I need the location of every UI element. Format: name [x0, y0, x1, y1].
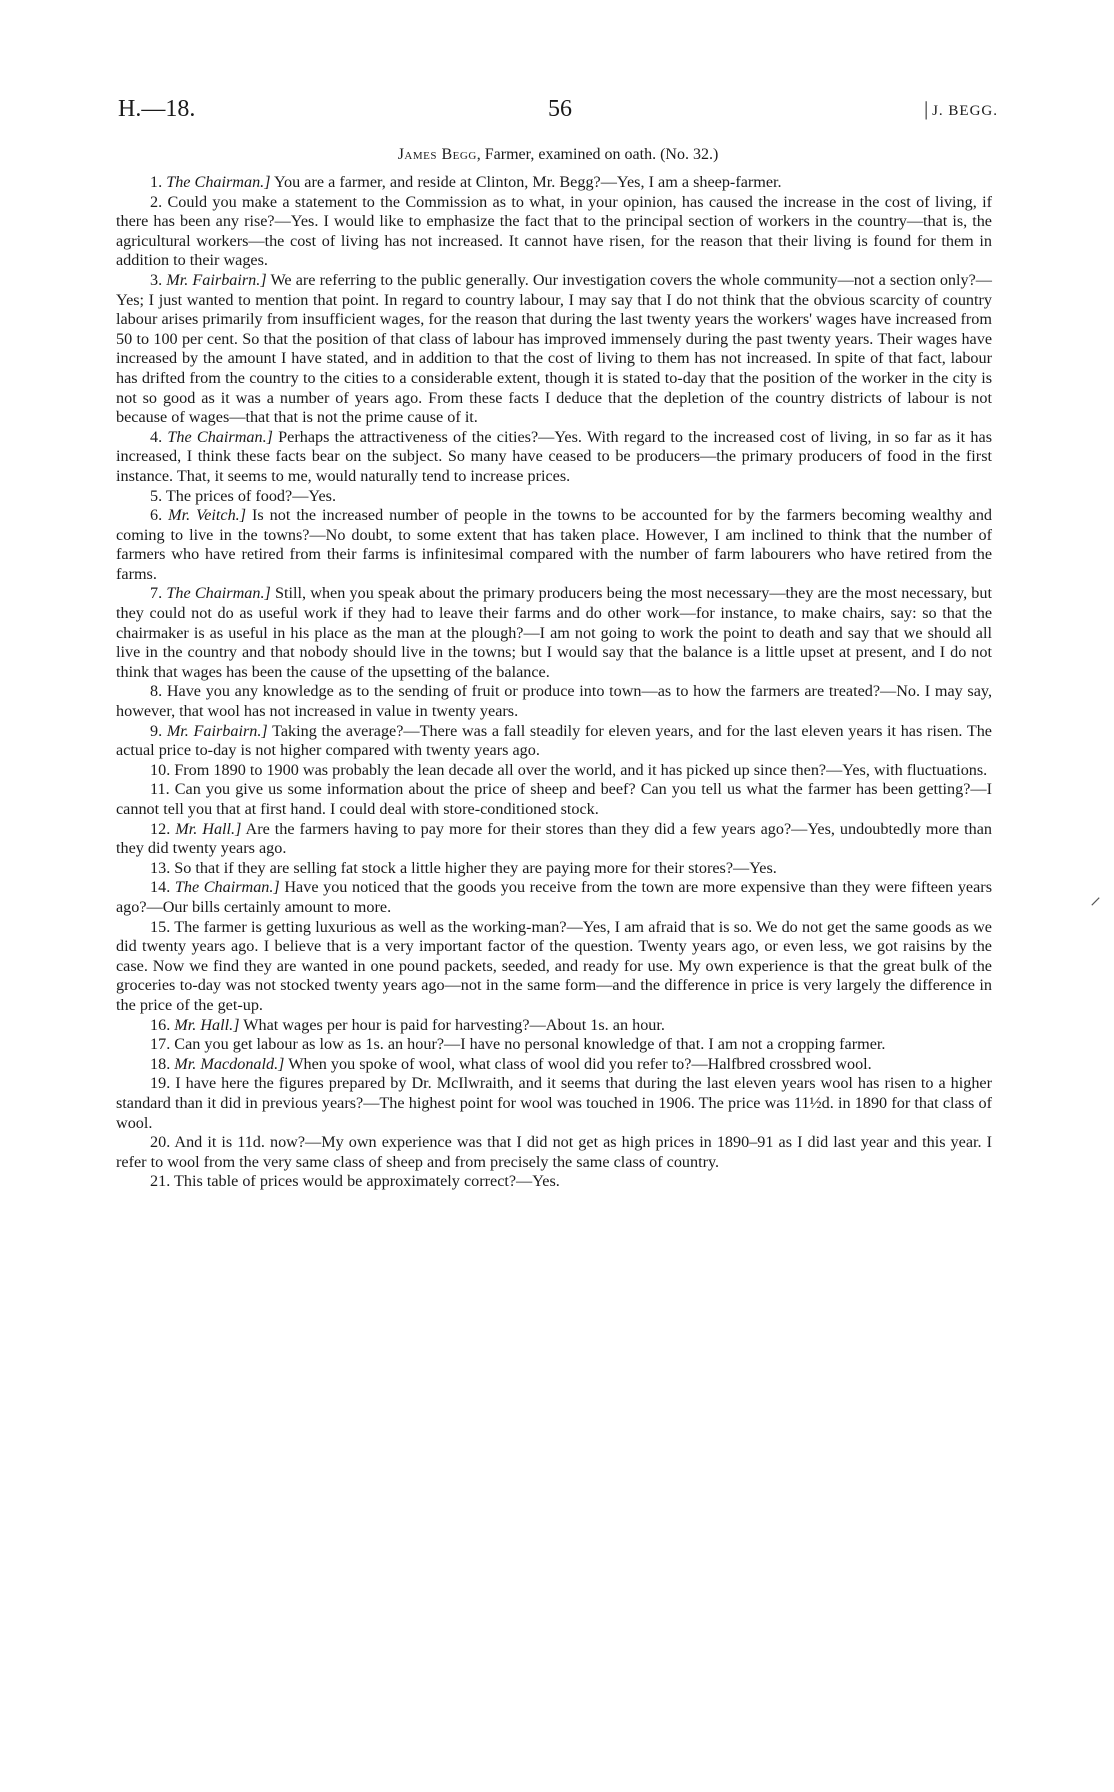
question-number: 4.: [150, 427, 163, 446]
question-number: 15.: [150, 917, 171, 936]
question-15: [116, 918, 992, 1016]
speaker: Mr. Fairbairn.]: [166, 270, 267, 289]
question-13: [116, 859, 992, 879]
question-17: [116, 1035, 992, 1055]
question-8: [116, 682, 992, 721]
question-6: [116, 506, 992, 584]
question-1: [116, 173, 992, 193]
question-text: This table of prices would be approximately correct?—Yes.: [174, 1172, 560, 1191]
question-text: Could you make a statement to the Commission as to what, in your opinion, has caused the increase in the cost of living, if there has been any rise?—Yes. I would like to emphasize the fact that to the principal section of workers in the country—that is, the agricultural workers—the cost of living has not increased. It cannot have risen, for the reason that their living is found for them in addition to their wages.: [116, 192, 993, 270]
question-number: 10.: [150, 760, 171, 779]
question-number: 16.: [150, 1015, 171, 1034]
question-number: 18.: [150, 1054, 171, 1073]
running-head-witness: | J. BEGG.: [924, 98, 998, 121]
question-number: 11.: [150, 780, 170, 799]
question-7: [116, 584, 992, 682]
question-5: [116, 487, 992, 507]
question-number: 9.: [150, 721, 163, 740]
witness-name: James Begg: [397, 146, 477, 163]
question-number: 21.: [150, 1172, 171, 1191]
question-text: And it is 11d. now?—My own experience was that I did not get as high prices in 1890–91 as I did last year and this year. I refer to wool from the very same class of sheep and from precisely the same class of country.: [116, 1133, 992, 1171]
question-number: 1.: [150, 173, 163, 191]
question-number: 19.: [150, 1074, 171, 1093]
speaker: Mr. Hall.]: [175, 819, 242, 838]
question-3: [116, 271, 992, 428]
speaker: The Chairman.]: [166, 584, 271, 603]
question-4: [116, 428, 992, 487]
question-number: 13.: [150, 858, 171, 877]
question-text: Can you give us some information about the price of sheep and beef? Can you tell us what the farmer has been getting?—I cannot tell you that at first hand. I could deal with store-conditioned stock.: [116, 780, 993, 818]
question-text: When you spoke of wool, what class of wool did you refer to?—Halfbred crossbred wool.: [284, 1054, 872, 1073]
speaker: Mr. Fairbairn.]: [166, 721, 268, 740]
question-11: [116, 780, 992, 819]
speaker: Mr. Veitch.]: [168, 506, 247, 525]
question-21: [116, 1172, 992, 1192]
question-number: 8.: [150, 682, 163, 701]
question-text: Perhaps the attractiveness of the cities?—Yes. With regard to the increased cost of living, in so far as it has increased, I think these facts bear on the subject. So many have ceased to be producers—the primary producers of food in the first instance. That, it seems to me, would naturally tend to increase prices.: [116, 427, 992, 485]
question-12: [116, 820, 992, 859]
page-number: 56: [548, 96, 572, 122]
margin-scan-mark: ⸍: [1090, 893, 1102, 918]
question-text: Can you get labour as low as 1s. an hour?—I have no personal knowledge of that. I am not a cropping farmer.: [174, 1035, 886, 1054]
question-text: Have you noticed that the goods you receive from the town are more expensive than they were fifteen years ago?—Our bills certainly amount to more.: [116, 878, 992, 916]
question-text: Have you any knowledge as to the sending of fruit or produce into town—as to how the farmers are treated?—No. I may say, however, that wool has not increased in value in twenty years.: [116, 682, 993, 721]
question-number: 3.: [150, 270, 163, 289]
paper-reference: H.—18.: [118, 96, 196, 122]
question-10: [116, 761, 992, 781]
question-2: [116, 193, 992, 271]
question-text: Taking the average?—There was a fall steadily for eleven years, and for the last eleven years it has risen. The actual price to-day is not higher compared with twenty years ago.: [116, 721, 992, 760]
page-header: [118, 96, 998, 136]
question-text: So that if they are selling fat stock a little higher they are paying more for their stores?—Yes.: [174, 858, 777, 877]
question-9: [116, 722, 992, 761]
question-number: 12.: [150, 819, 171, 838]
question-20: [116, 1133, 992, 1172]
speaker: Mr. Hall.]: [174, 1015, 240, 1034]
question-number: 2.: [150, 192, 163, 211]
question-number: 5.: [150, 486, 163, 505]
question-number: 14.: [150, 878, 171, 897]
question-14: [116, 878, 992, 917]
question-number: 17.: [150, 1035, 171, 1054]
question-number: 7.: [150, 584, 163, 603]
witness-description: , Farmer, examined on oath. (No. 32.): [476, 146, 719, 163]
question-text: Is not the increased number of people in the towns to be accounted for by the farmers becoming wealthy and coming to live in the towns?—No doubt, to some extent that has taken place. However, I am inclined to think that the number of farmers who have retired from their farms is infinitesimal compared with the number of farm labourers who have retired from the farms.: [116, 506, 993, 583]
question-18: [116, 1055, 992, 1075]
question-text: The prices of food?—Yes.: [165, 486, 336, 505]
question-text: I have here the figures prepared by Dr. McIlwraith, and it seems that during the last eleven years wool has risen to a higher standard than it did in previous years?—The highest point for wool was touched in 1906. The price was 11½d. in 1890 for that class of wool.: [116, 1074, 993, 1132]
question-text: What wages per hour is paid for harvesting?—About 1s. an hour.: [239, 1015, 665, 1034]
question-number: 20.: [150, 1133, 171, 1152]
question-text: We are referring to the public generally. Our investigation covers the whole community—not a section only?—Yes; I just wanted to mention that point. In regard to country labour, I may say that I do not think that the obvious scarcity of country labour arises primarily from insufficient wages, for the reason that during the last twenty years the workers' wages have increased from 50 to 100 per cent. So that the position of that class of labour has improved immensely during the past twenty years. Their wages have increased by the amount I have stated, and in addition to that the cost of living to them has not increased. In spite of that fact, labour has drifted from the country to the cities to a considerable extent, though it is stated to-day that the position of the worker in the city is not so good as it was a number of years ago. From these facts I deduce that the depletion of the country districts of labour is not because of wages—that that is not the prime cause of it.: [116, 270, 992, 427]
witness-heading: [118, 146, 998, 164]
question-text: The farmer is getting luxurious as well as the working-man?—Yes, I am afraid that is so. We do not get the same goods as we did twenty years ago. I believe that is a very important factor of the question. Twenty years ago, or even less, we got raisins by the case. Now we find they are wanted in one pound packets, seeded, and ready for use. My own experience is that the great bulk of the groceries to-day was not stocked twenty years ago—not in the same form—and the difference in price is very largely the difference in the price of the get-up.: [116, 917, 992, 1014]
question-text: Are the farmers having to pay more for their stores than they did a few years ago?—Yes, undoubtedly more than they did twenty years ago.: [116, 819, 992, 858]
speaker: The Chairman.]: [166, 173, 271, 191]
question-19: [116, 1074, 992, 1133]
question-text: From 1890 to 1900 was probably the lean decade all over the world, and it has picked up since then?—Yes, with fluctuations.: [174, 760, 988, 779]
speaker: The Chairman.]: [174, 878, 280, 897]
question-text: You are a farmer, and reside at Clinton, Mr. Begg?—Yes, I am a sheep-farmer.: [270, 173, 782, 191]
speaker: The Chairman.]: [167, 427, 273, 446]
question-number: 6.: [150, 506, 163, 525]
evidence-body: [116, 173, 992, 1192]
question-text: Still, when you speak about the primary producers being the most necessary—they are the most necessary, but they could not do as useful work if they had to leave their farms and do other work—for instance, to make chairs, say: so that the chairmaker is as useful in his place as the man at the plough?—I am not going to work the point to death and say that we should all live in the country and that nobody should live in the towns; but I would say that the balance is a little upset at present, and I do not think that wages has been the cause of the upsetting of the balance.: [116, 584, 992, 681]
speaker: Mr. Macdonald.]: [174, 1054, 285, 1073]
question-16: [116, 1016, 992, 1036]
